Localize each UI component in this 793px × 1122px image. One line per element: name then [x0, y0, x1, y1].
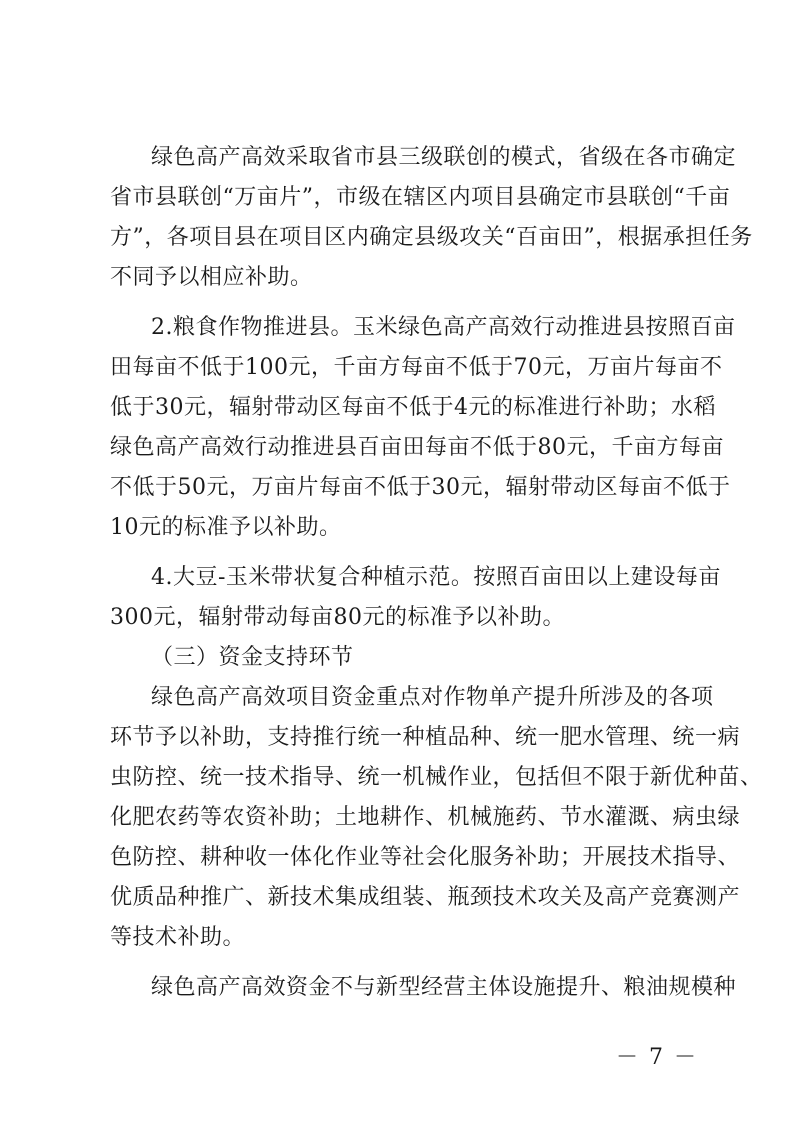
- paragraph-line: 环节予以补助，支持推行统一种植品种、统一肥水管理、统一病: [110, 725, 741, 750]
- paragraph-line: 化肥农药等农资补助；土地耕作、机械施药、节水灌溉、病虫绿: [110, 805, 741, 830]
- paragraph-line: 田每亩不低于100元，千亩方每亩不低于70元，万亩片每亩不: [110, 355, 723, 380]
- paragraph-line: 色防控、耕种收一体化作业等社会化服务补助；开展技术指导、: [110, 845, 741, 870]
- paragraph-line: 绿色高产高效采取省市县三级联创的模式，省级在各市确定: [151, 145, 737, 170]
- paragraph-line: 等技术补助。: [110, 925, 246, 950]
- page-number: － 7 －: [616, 1045, 698, 1070]
- paragraph-line: 2.粮食作物推进县。玉米绿色高产高效行动推进县按照百亩: [151, 315, 736, 340]
- paragraph-line: 300元，辐射带动每亩80元的标准予以补助。: [110, 605, 565, 630]
- paragraph-line: 绿色高产高效行动推进县百亩田每亩不低于80元，千亩方每亩: [110, 435, 724, 460]
- paragraph-line: 方”，各项目县在项目区内确定县级攻关“百亩田”，根据承担任务: [110, 225, 753, 250]
- paragraph-line: 绿色高产高效项目资金重点对作物单产提升所涉及的各项: [151, 685, 714, 710]
- paragraph-line: 绿色高产高效资金不与新型经营主体设施提升、粮油规模种: [151, 975, 737, 1000]
- paragraph-line: 4.大豆-玉米带状复合种植示范。按照百亩田以上建设每亩: [151, 565, 721, 590]
- paragraph-line: 低于30元，辐射带动区每亩不低于4元的标准进行补助；水稻: [110, 395, 716, 420]
- paragraph-line: 虫防控、统一技术指导、统一机械作业，包括但不限于新优种苗、: [110, 765, 763, 790]
- paragraph-line: 优质品种推广、新技术集成组装、瓶颈技术攻关及高产竞赛测产: [110, 885, 741, 910]
- section-heading: （三）资金支持环节: [151, 645, 354, 670]
- paragraph-line: 不同予以相应补助。: [110, 265, 313, 290]
- paragraph-line: 省市县联创“万亩片”，市级在辖区内项目县确定市县联创“千亩: [110, 185, 731, 210]
- paragraph-line: 不低于50元，万亩片每亩不低于30元，辐射带动区每亩不低于: [110, 475, 731, 500]
- paragraph-line: 10元的标准予以补助。: [110, 515, 342, 540]
